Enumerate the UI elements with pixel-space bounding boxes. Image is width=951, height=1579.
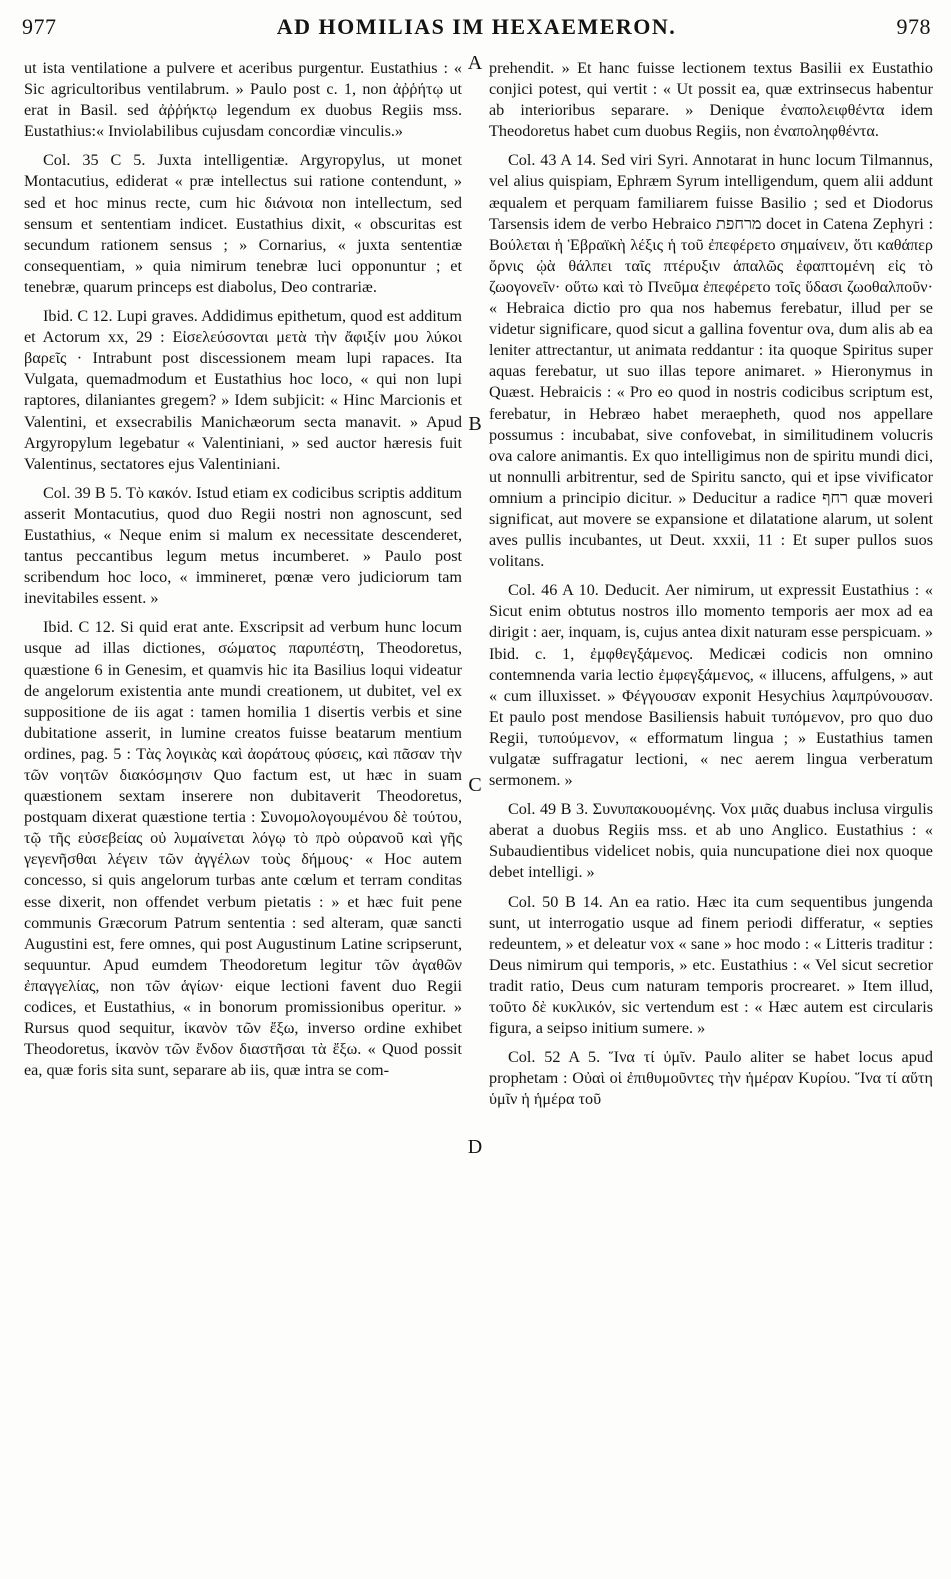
- paragraph: Ibid. C 12. Lupi graves. Addidimus epithetum, quod est additum et Actorum xx, 29 : Εἰσελεύσονται μετὰ τὴν ἄφιξίν μου λύκοι βαρεῖς · Intrabunt post discessionem meam lupi rapaces. Ita Vulgata, quemadmodum et Eustathius hoc loco, « qui non lupi raptores, dilaniantes gregem? » Idem subjicit: « Hinc Marcionis et Valentini, et exsecrabilis Manichæorum secta manavit. » Apud Argyropylum legebatur « Valentiniani, » sed auctor hæresis fuit Valentinus, sectatores ejus Valentiniani.: [24, 307, 462, 473]
- paragraph: prehendit. » Et hanc fuisse lectionem textus Basilii ex Eustathio conjici potest, qui vertit : « Ut possit ea, quæ extrinsecus habentur ab interioribus separare. » Denique ἐναπολειφθέντα idem Theodoretus habet cum duobus Regiis, non ἐναποληφθέντα.: [489, 59, 933, 141]
- paragraph: Col. 35 C 5. Juxta intelligentiæ. Argyropylus, ut monet Montacutius, ediderat « præ intellectus sui ratione contendunt, » sed et hoc minus recte, cum hic διάνοια non intellectum, sed sensum et sententiam indicet. Eustathius dixit, « obscuritas est secundum rationem sensus ; » Cornarius, « juxta sententiæ consequentiam, » quia nimirum tenebræ luci opponuntur ; et tenebræ, quarum princeps est diabolus, Deo contrariæ.: [24, 151, 462, 296]
- paragraph: Col. 43 A 14. Sed viri Syri. Annotarat in hunc locum Tilmannus, vel alius quispiam, Ephræm Syrum intelligendum, quem alii addunt æqualem et perquam familiarem fuisse Basilio ; sed et Diodorus Tarsensis idem de verbo Hebraico מרחפת docet in Catena Zephyri : Βούλεται ἡ Ἑβραϊκὴ λέξις ἡ τοῦ ἐπεφέρετο σημαίνειν, ὅτι καθάπερ ὄρνις ᾠὰ θάλπει ταῖς πτέρυξιν ἁπαλῶς ἐφαπτομένη εἰς τὸ ζωογονεῖν· οὕτω καὶ τὸ Πνεῦμα ἐπεφέρετο τοῖς ὕδασι ζωοθαλποῦν· « Hebraica dictio pro qua nos habemus ferebatur, illud per se videtur significare, quod sicut a gallina foventur ova, dum alis ab ea leniter attrectantur, ut animata reddantur : ita quoque Spiritus super aquas ferebatur, ut suo illas tepore animaret. » Hieronymus in Quæst. Hebraicis : « Pro eo quod in nostris codicibus scriptum est, ferebatur, in Hebræo habet meraepheth, quod nos appellare possumus : incubabat, sive confovebat, in similitudinem volucris ova calore animantis. Ex quo intelligimus non de spiritu mundi dici, ut nonnulli arbitrentur, sed de Spiritu sancto, qui et ipse vivificator omnium a principio dicitur. » Deducitur a radice רחף quæ moveri significat, aut movere se expansione et dilatatione alarum, ut solent aves pullis incubantes, ut Deut. xxxii, 11 : Et super pullos suos volitans.: [489, 151, 933, 571]
- paragraph: ut ista ventilatione a pulvere et aceribus purgentur. Eustathius : « Sic agricultoribus ventilabrum. » Paulo post c. 1, non ἀῤῥήτῳ ut erat in Basil. sed ἀῤῥήκτῳ legendum ex duobus Regiis mss. Eustathius:« Inviolabilibus cujusdam concordiæ vinculis.»: [24, 59, 462, 141]
- margin-letter-c: C: [468, 774, 482, 796]
- right-page-number: 978: [896, 14, 931, 39]
- paragraph: Col. 46 A 10. Deducit. Aer nimirum, ut expressit Eustathius : « Sicut enim obtutus nostros illo momento temporis aer mox ad ea dirigit : aer, inquam, is, cujus antea dixit naturam esse perspicuam. » Ibid. c. 1, ἐμφθεγξάμενος. Medicæi codicis non omnino contemnenda varia lectio ἐμφεγξάμενος, « illucens, affulgens, » aut « cum illuxisset. » Φέγγουσαν exponit Hesychius λαμπρύνουσαν. Et paulo post mendose Basiliensis habuit τυπόμενον, pro quo duo Regii, τυπούμενον, « efformatum lingua ; » Eustathius tamen vulgatæ suffragatur lectioni, « nec aerem lingua verberatum sermonem. »: [489, 581, 933, 790]
- right-column: [489, 58, 933, 1111]
- running-title: AD HOMILIAS IM HEXAEMERON.: [276, 14, 677, 39]
- paragraph: Ibid. C 12. Si quid erat ante. Exscripsit ad verbum hunc locum usque ad illas dictiones, σώματος παρυπέστη, Theodoretus, quæstione 6 in Genesim, et quamvis hic ita Basilius loqui videatur de angelorum existentia ante mundi creationem, ut dubitet, vel ex suppositione de iis agat : tamen homilia 1 disertis verbis et sine dubitatione asserit, in lumine creatos fuisse beatarum mentium ordines, pag. 5 : Τὰς λογικὰς καὶ ἀοράτους φύσεις, καὶ πᾶσαν τὴν τῶν νοητῶν διακόσμησιν Quo factum est, ut hæc in suam quæstionem sextam inserere non dubitaverit Theodoretus, postquam dixerat quæstione tertia : Συνομολογουμένου δὲ τούτου, τῷ τῆς εὐσεβείας οὐ λυμαίνεται λόγῳ τὸ πρὸ οὐρανοῦ καὶ γῆς γεγενῆσθαι λέγειν τῶν ἀγγέλων τοὺς δήμους· « Hoc autem concesso, si quis angelorum turbas ante cœlum et terram conditas esse dixerit, non offendet verbum pietatis : » et hæc fuit pene communis Græcorum Patrum sententia : sed alteram, quæ sancti Augustini est, fere omnes, qui post Augustinum Latine scripserunt, sequuntur. Apud eumdem Theodoretum legitur τῶν ἀγαθῶν ἐπαγγελίας, non τῶν ἁγίων· eique lectioni favent duo Regii codices, et Eustathius, « in bonorum promissionibus operitur. » Rursus quod sequitur, ἱκανὸν τῶν ἔξω, inverso ordine exhibet Theodoretus, ἱκανὸν τῶν ἔνδον διαστῆσαι τὰ ἔξω. « Quod possit ea, quæ foris sita sunt, separare ab iis, quæ intra se com-: [24, 618, 462, 1080]
- paragraph: Col. 49 B 3. Συνυπακουομένης. Vox μιᾶς duabus inclusa virgulis aberat a duobus Regiis mss. et ab uno Anglico. Eustathius : « Subaudientibus videlicet nobis, quia nuncupatione diei nox quoque debet intelligi. »: [489, 800, 933, 882]
- margin-letter-d: D: [467, 1136, 483, 1158]
- paragraph: Col. 39 B 5. Τὸ κακόν. Istud etiam ex codicibus scriptis additum asserit Montacutius, quod duo Regii nostri non agnoscunt, sed Eustathius, « Neque enim si malum ex necessitate descenderet, tantus peccantibus legum metus incumberet. » Paulo post scribendum hoc loco, « immineret, pœnæ vero judiciorum tam inevitabiles essent. »: [24, 483, 462, 608]
- margin-letter-b: B: [468, 413, 482, 435]
- left-page-number: 977: [22, 14, 57, 39]
- running-header: [22, 14, 931, 42]
- paragraph: Col. 52 A 5. Ἵνα τί ὑμῖν. Paulo aliter se habet locus apud prophetam : Οὐαὶ οἱ ἐπιθυμοῦντες τὴν ἡμέραν Κυρίου. Ἵνα τί αὕτη ὑμῖν ἡ ἡμέρα τοῦ: [489, 1048, 933, 1109]
- margin-letter-a: A: [467, 52, 483, 74]
- left-column: [24, 58, 462, 1081]
- paragraph: Col. 50 B 14. An ea ratio. Hæc ita cum sequentibus jungenda sunt, ut interrogatio usque ad finem periodi differatur, « septies redeuntem, » et deleatur vox « sane » hoc modo : « Litteris traditur : Deus nimirum qui temporis, » etc. Eustathius : « Vel sicut secretior tradit ratio, Deus cum naturam temporis procrearet. » Item illud, τοῦτο δὲ κυκλικόν, sic vertendum est : « Hæc autem est circularis figura, a seipso initium sumere. »: [489, 892, 933, 1038]
